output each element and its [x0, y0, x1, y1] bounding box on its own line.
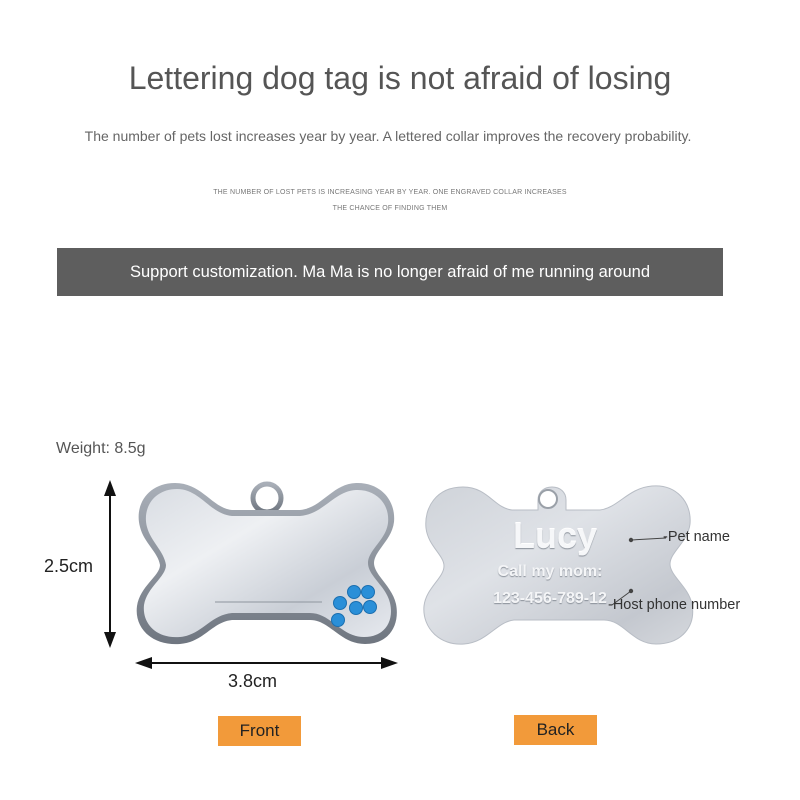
- engraved-line-1: Call my mom:: [497, 563, 603, 580]
- page-title: Lettering dog tag is not afraid of losing: [128, 60, 672, 96]
- front-tag: [137, 483, 397, 644]
- callout-pet-name: -Pet name: [663, 529, 730, 545]
- height-label: 2.5cm: [44, 556, 94, 576]
- callout-host-phone: -Host phone number: [608, 597, 741, 613]
- width-dimension-arrow: [135, 657, 398, 669]
- engraved-phone-number: 123-456-789-12: [493, 590, 607, 607]
- width-label: 3.8cm: [228, 671, 278, 691]
- engraved-pet-name: Lucy: [512, 515, 598, 556]
- banner-text: Support customization. Ma Ma is no longer afraid of me running around: [129, 262, 651, 281]
- back-label: Back: [514, 715, 597, 745]
- front-label: Front: [218, 716, 301, 746]
- fine-print-line-1: THE NUMBER OF LOST PETS IS INCREASING YEAR BY YEAR. ONE ENGRAVED COLLAR INCREASES: [213, 189, 567, 196]
- height-dimension-arrow: [104, 480, 116, 648]
- weight-label: Weight: 8.5g: [56, 440, 146, 457]
- page-subtitle: The number of pets lost increases year by year. A lettered collar improves the recovery probability.: [84, 128, 692, 144]
- back-tag-hole: [539, 490, 557, 508]
- fine-print-line-2: THE CHANCE OF FINDING THEM: [332, 205, 448, 212]
